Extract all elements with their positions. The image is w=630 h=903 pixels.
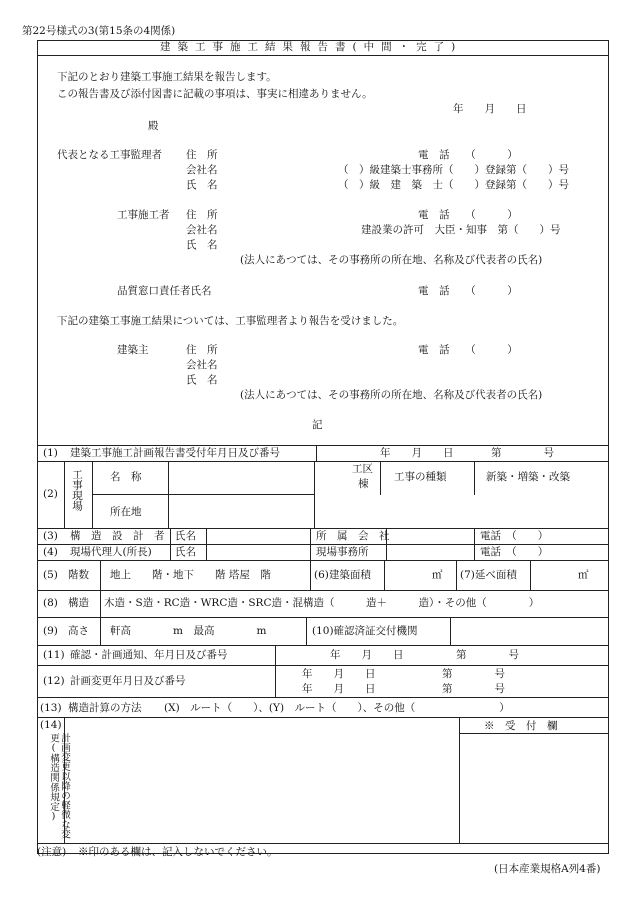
row5-num: (5) — [43, 569, 58, 581]
supervisor-architect[interactable]: （ ）級 建 築 士（ ）登録第（ ）号 — [338, 179, 569, 191]
building-area-label: (6)建築面積 — [314, 569, 371, 581]
row1-date[interactable]: 年 月 日 — [380, 447, 454, 459]
row12-date2[interactable]: 年 月 日 — [302, 683, 376, 695]
structure-label: 構造 — [68, 597, 89, 609]
row4-name-label: 氏名 — [175, 546, 196, 558]
contractor-name[interactable]: 氏 名 — [186, 239, 218, 251]
row2-vertical-label: 工事現場 — [71, 469, 84, 511]
row12-label: 計画変更年月日及び番号 — [70, 675, 186, 687]
quality-phone[interactable]: 電 話 （ ） — [418, 285, 518, 297]
row2-num: (2) — [43, 488, 58, 500]
row12-num: (12) — [43, 675, 65, 687]
receipt-label: ※ 受 付 欄 — [484, 720, 558, 732]
floors-value[interactable]: 地上 階・地下 階 塔屋 階 — [110, 569, 271, 581]
row13-value[interactable]: (X) ルート（ ）、(Y) ルート（ ）、その他（ ） — [164, 702, 510, 714]
intro-line2: この報告書及び添付図書に記載の事項は、事実に相違ありません。 — [57, 88, 373, 100]
row3-num: (3) — [43, 530, 58, 542]
footer-standard: (日本産業規格A列4番) — [494, 863, 601, 875]
row3-label: 構 造 設 計 者 — [70, 530, 165, 542]
building-label: 棟 — [358, 478, 369, 490]
row11-num: (11) — [43, 649, 65, 661]
row8-num: (8) — [43, 597, 58, 609]
contractor-address[interactable]: 住 所 — [186, 209, 218, 221]
row3-name-label: 氏名 — [175, 530, 196, 542]
supervisor-address[interactable]: 住 所 — [186, 149, 218, 161]
quality-label: 品質窓口責任者氏名 — [117, 285, 212, 297]
row12-date1[interactable]: 年 月 日 — [302, 668, 376, 680]
owner-name[interactable]: 氏 名 — [186, 374, 218, 386]
addressee: 殿 — [148, 120, 159, 132]
site-name-label: 名 称 — [110, 471, 142, 483]
contractor-label: 工事施工者 — [117, 209, 170, 221]
building-area-unit: ㎡ — [432, 569, 443, 581]
height-label: 高さ — [68, 625, 89, 637]
row4-phone[interactable]: 電話 （ ） — [480, 546, 549, 558]
supervisor-company[interactable]: 会社名 — [186, 164, 218, 176]
supervisor-phone[interactable]: 電 話 （ ） — [418, 149, 518, 161]
row1-num: (1) — [43, 447, 58, 459]
contractor-phone[interactable]: 電 話 （ ） — [418, 209, 518, 221]
ku-label: 工区 — [352, 463, 373, 475]
ki-label: 記 — [312, 419, 323, 431]
form-title: 建築工事施工結果報告書(中間・完了) — [160, 41, 463, 53]
row11-number[interactable]: 第 号 — [456, 649, 519, 661]
contractor-note: (法人にあつては、その事務所の所在地、名称及び代表者の氏名) — [240, 254, 543, 266]
contractor-license[interactable]: 建設業の許可 大臣・知事 第（ ）号 — [361, 224, 561, 236]
total-area-unit: ㎡ — [578, 569, 589, 581]
row11-date[interactable]: 年 月 日 — [330, 649, 404, 661]
row9-num: (9) — [43, 625, 58, 637]
row14-num: (14) — [40, 719, 62, 731]
supervisor-label: 代表となる工事監理者 — [57, 149, 162, 161]
row12-number2[interactable]: 第 号 — [442, 683, 505, 695]
row1-number[interactable]: 第 号 — [491, 447, 554, 459]
report-date: 年 月 日 — [453, 103, 527, 115]
intro-line1: 下記のとおり建築工事施工結果を報告します。 — [57, 71, 277, 83]
structure-value[interactable]: 木造・S造・RC造・WRC造・SRC造・混構造（ 造＋ 造）・その他（ ） — [104, 597, 540, 609]
row12-number1[interactable]: 第 号 — [442, 668, 505, 680]
floors-label: 階数 — [68, 569, 89, 581]
owner-address[interactable]: 住 所 — [186, 344, 218, 356]
contractor-company[interactable]: 会社名 — [186, 224, 218, 236]
note-text: ※印のある欄は、記入しないでください。 — [78, 846, 278, 858]
row11-label: 確認・計画通知、年月日及び番号 — [70, 649, 228, 661]
row1-label: 建築工事施工計画報告書受付年月日及び番号 — [70, 447, 280, 459]
height-value[interactable]: 軒高 m 最高 m — [110, 625, 267, 637]
work-kind-options[interactable]: 新築・増築・改築 — [486, 471, 570, 483]
row4-office-label: 現場事務所 — [316, 546, 369, 558]
owner-note: (法人にあつては、その事務所の所在地、名称及び代表者の氏名) — [240, 389, 543, 401]
owner-company[interactable]: 会社名 — [186, 359, 218, 371]
row3-company-label: 所 属 会 社 — [316, 530, 390, 542]
form-id: 第22号様式の3(第15条の4関係) — [22, 25, 176, 37]
supervisor-name[interactable]: 氏 名 — [186, 179, 218, 191]
received-text: 下記の建築工事施工結果については、工事監理者より報告を受けました。 — [57, 315, 404, 327]
supervisor-office[interactable]: （ ）級建築士事務所（ ）登録第（ ）号 — [338, 164, 569, 176]
row3-phone[interactable]: 電話 （ ） — [480, 530, 549, 542]
row10-label: (10)確認済証交付機関 — [312, 625, 418, 637]
row4-label: 現場代理人(所長) — [70, 546, 152, 558]
total-area-label: (7)延べ面積 — [460, 569, 517, 581]
owner-phone[interactable]: 電 話 （ ） — [418, 344, 518, 356]
row13-label: 構造計算の方法 — [68, 702, 142, 714]
row4-num: (4) — [43, 546, 58, 558]
site-location-label: 所在地 — [110, 506, 142, 518]
owner-label: 建築主 — [117, 344, 149, 356]
note-label: (注意) — [37, 846, 67, 858]
row14-vertical-label: 計画変更以降の軽微な変更(構造関係規定) — [48, 733, 71, 839]
work-type-label: 工事の種類 — [394, 471, 447, 483]
row13-num: (13) — [40, 702, 62, 714]
